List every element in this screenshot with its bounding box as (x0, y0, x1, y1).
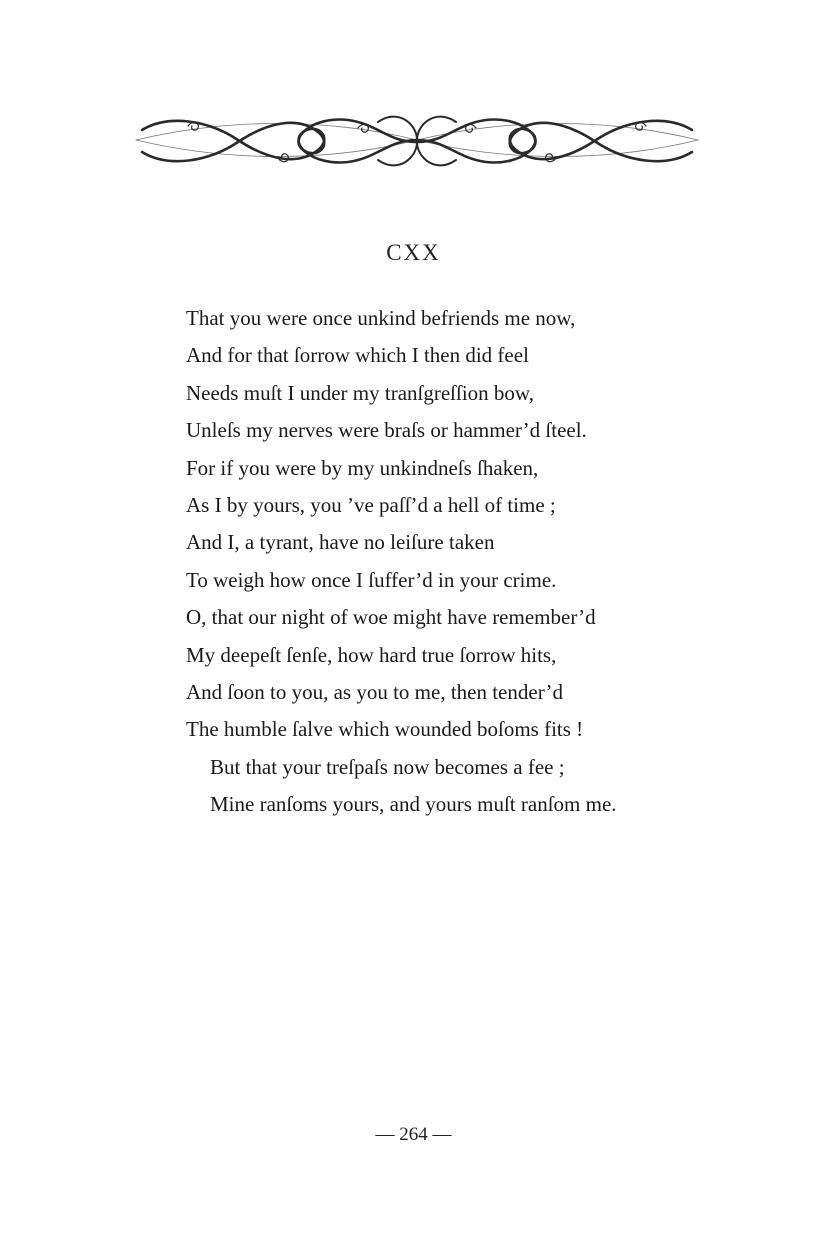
poem-line: As I by yours, you ’ve paſſ’d a hell of time ; (186, 492, 556, 517)
sonnet-body (186, 300, 746, 823)
poem-line: Unleſs my nerves were braſs or hammer’d ſteel. (186, 418, 587, 443)
poem-line: And for that ſorrow which I then did feel (186, 343, 529, 368)
poem-line: O, that our night of woe might have remember’d (186, 605, 596, 630)
poem-line: My deepeſt ſenſe, how hard true ſorrow hits, (186, 642, 557, 667)
couplet-line: Mine ranſoms yours, and yours muſt ranſom me. (210, 792, 617, 817)
page-number: — 264 — (375, 1124, 452, 1145)
poem-line: For if you were by my unkindneſs ſhaken, (186, 455, 539, 480)
poem-line: The humble ſalve which wounded boſoms fits ! (186, 717, 584, 742)
poem-line: That you were once unkind befriends me now, (186, 306, 576, 330)
poem-line: To weigh how once I ſuffer’d in your crime. (186, 567, 557, 592)
sonnet-number-heading: CXX (386, 240, 441, 265)
poem-line: And ſoon to you, as you to me, then tender’d (186, 679, 563, 704)
poem-line: Needs muſt I under my tranſgreſſion bow, (186, 380, 534, 405)
poem-line: And I, a tyrant, have no leiſure taken (186, 530, 495, 555)
decorative-flourish-ornament (128, 110, 706, 172)
couplet-line: But that your treſpaſs now becomes a fee ; (210, 754, 565, 779)
